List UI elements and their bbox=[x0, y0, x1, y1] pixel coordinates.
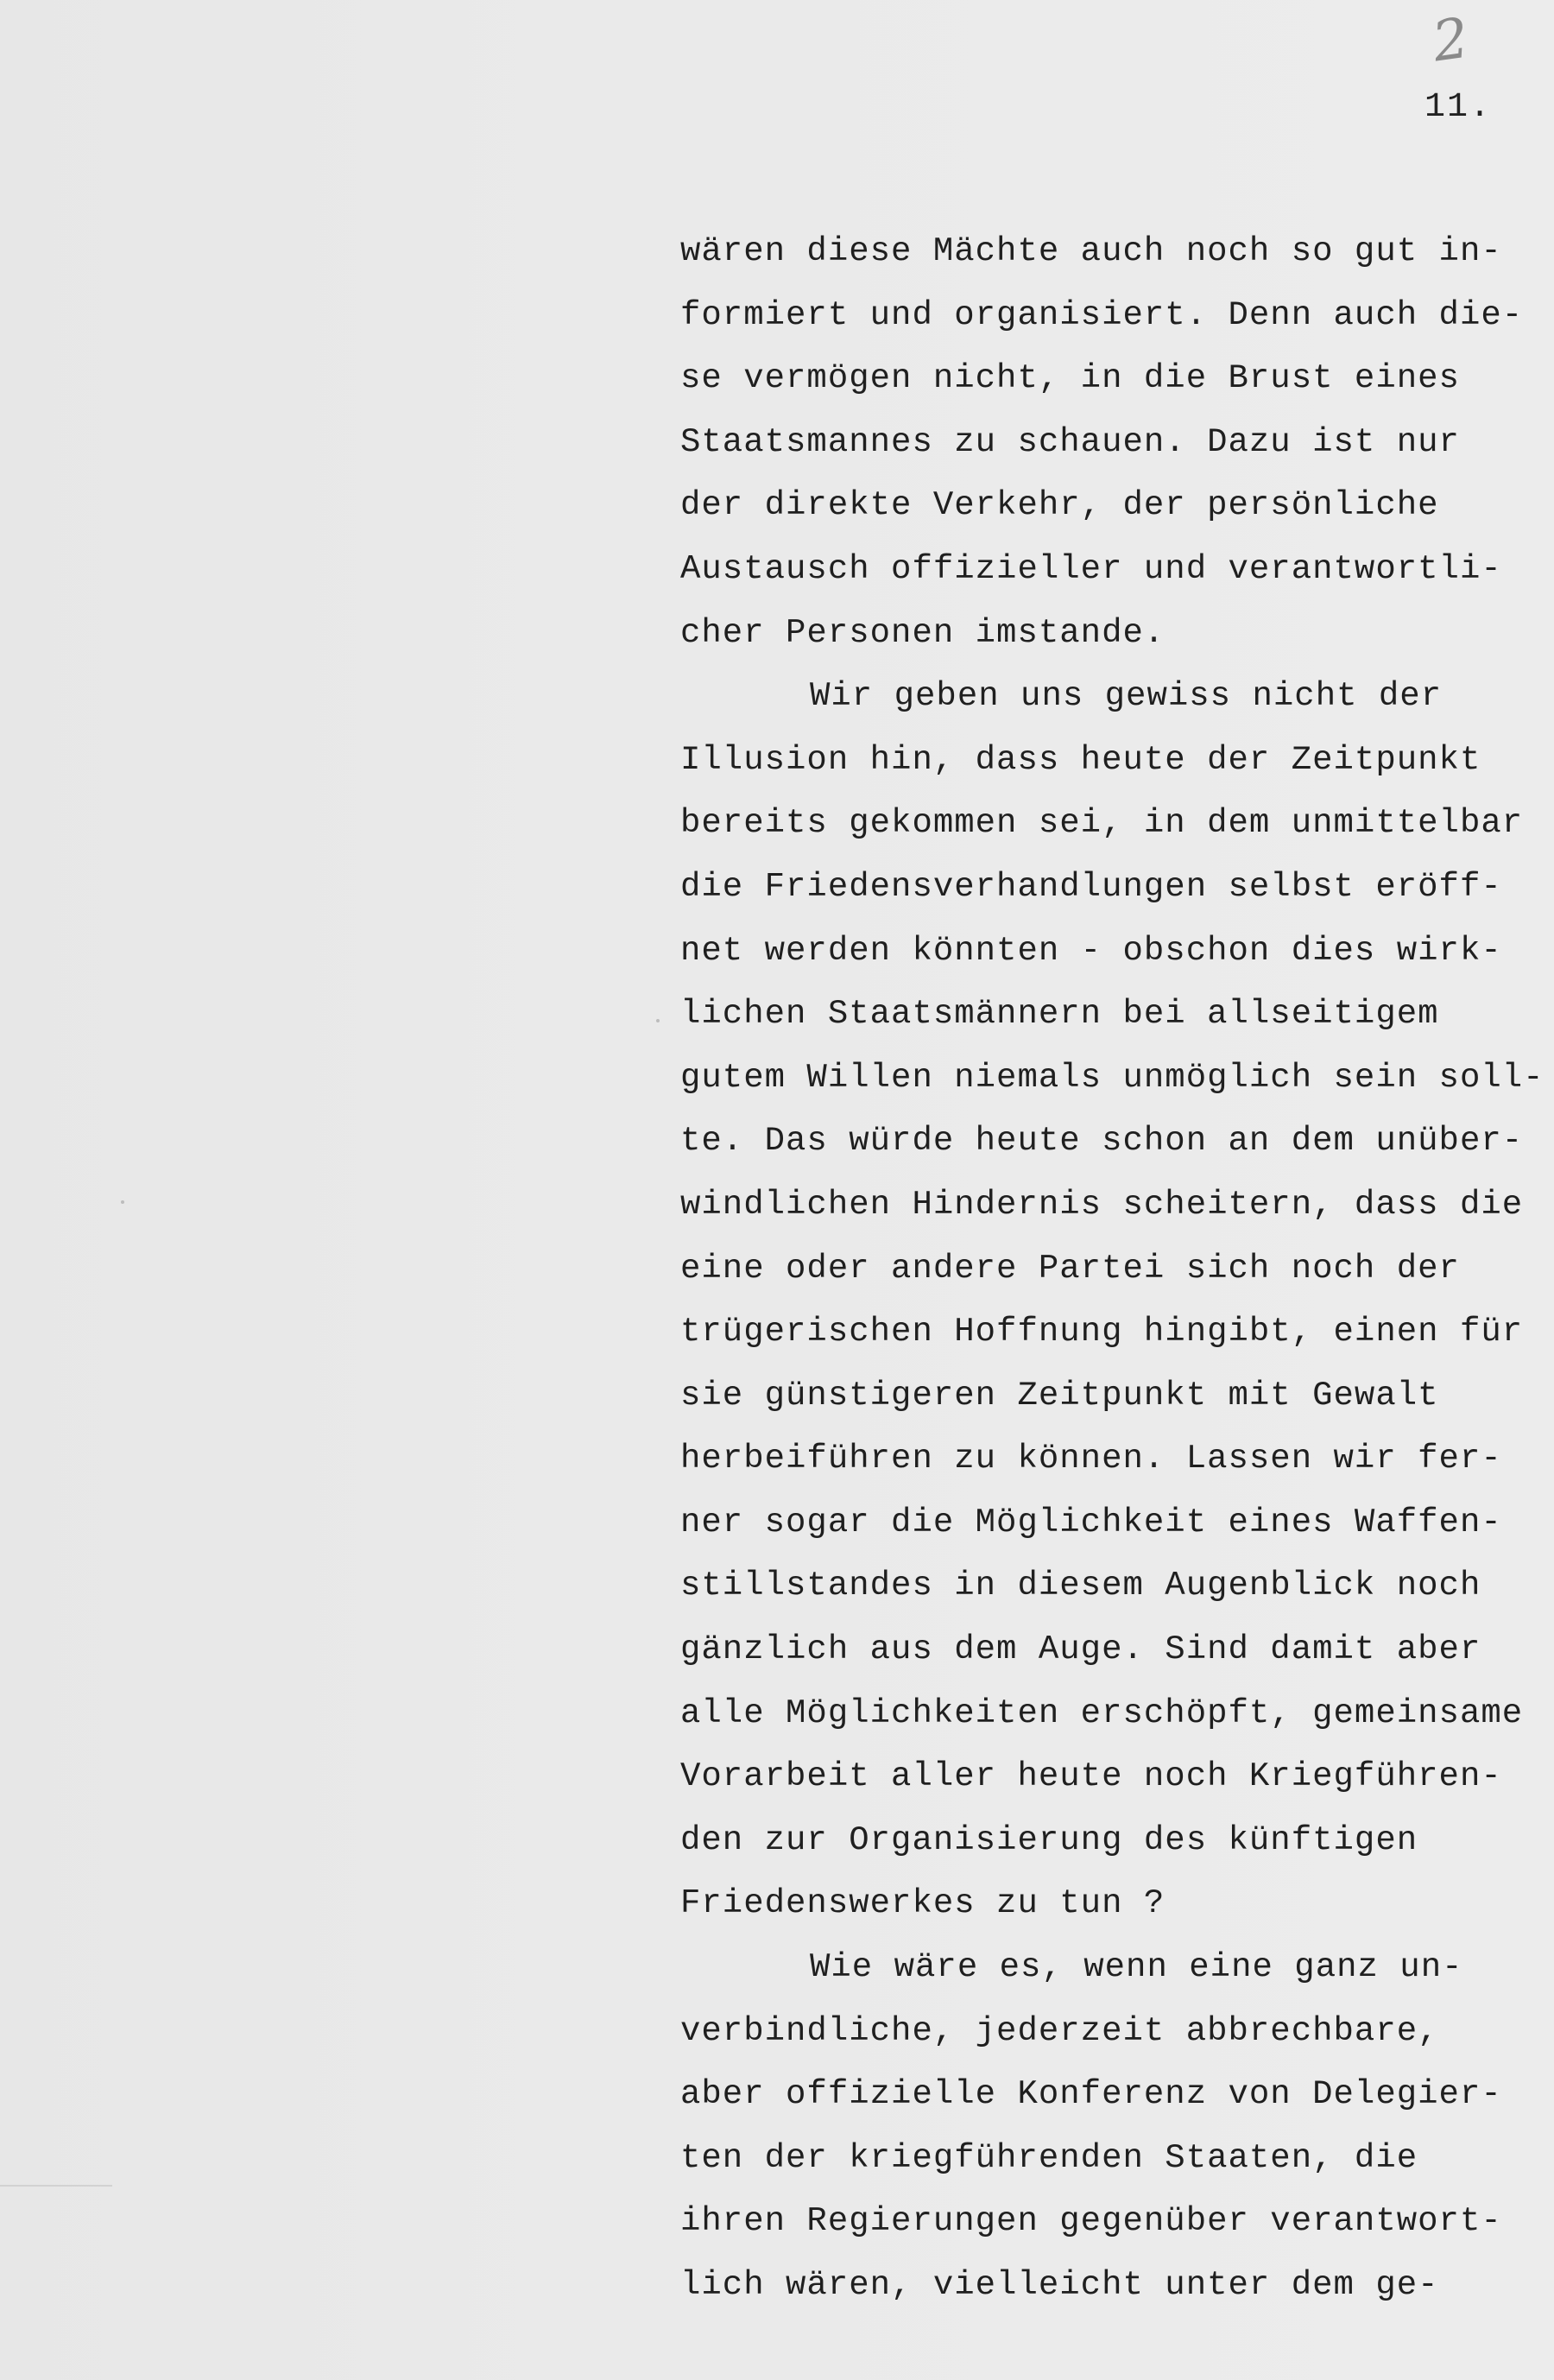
text-line: der direkte Verkehr, der persönliche bbox=[680, 486, 1439, 525]
text-line: alle Möglichkeiten erschöpft, gemeinsame bbox=[680, 1693, 1524, 1732]
text-line: Wie wäre es, wenn eine ganz un- bbox=[810, 1948, 1463, 1987]
text-line: Illusion hin, dass heute der Zeitpunkt bbox=[680, 740, 1481, 779]
text-line: bereits gekommen sei, in dem unmittelbar bbox=[680, 804, 1524, 843]
text-line: Austausch offizieller und verantwortli- bbox=[680, 549, 1502, 588]
text-line: Staatsmannes zu schauen. Dazu ist nur bbox=[680, 422, 1460, 461]
text-line: ten der kriegführenden Staaten, die bbox=[680, 2138, 1418, 2177]
text-line: windlichen Hindernis scheitern, dass die bbox=[680, 1185, 1524, 1224]
scan-artifact bbox=[121, 1200, 124, 1204]
text-line: gutem Willen niemals unmöglich sein soll- bbox=[680, 1058, 1545, 1097]
text-line: Vorarbeit aller heute noch Kriegführen- bbox=[680, 1757, 1502, 1796]
text-line: stillstandes in diesem Augenblick noch bbox=[680, 1567, 1481, 1605]
text-line: te. Das würde heute schon an dem unüber- bbox=[680, 1122, 1524, 1161]
text-line: wären diese Mächte auch noch so gut in- bbox=[680, 232, 1502, 270]
text-line: lich wären, vielleicht unter dem ge- bbox=[680, 2266, 1439, 2304]
text-line: trügerischen Hoffnung hingibt, einen für bbox=[680, 1313, 1524, 1351]
text-line: formiert und organisiert. Denn auch die- bbox=[680, 295, 1524, 334]
text-line: lichen Staatsmännern bei allseitigem bbox=[680, 995, 1439, 1034]
scan-artifact bbox=[656, 1019, 660, 1022]
text-line: sie günstigeren Zeitpunkt mit Gewalt bbox=[680, 1376, 1439, 1415]
text-line: net werden könnten - obschon dies wirk- bbox=[680, 931, 1502, 970]
typewritten-text-block bbox=[680, 220, 1544, 2318]
text-line: aber offizielle Konferenz von Delegier- bbox=[680, 2075, 1502, 2114]
text-line: eine oder andere Partei sich noch der bbox=[680, 1249, 1460, 1288]
text-line: gänzlich aus dem Auge. Sind damit aber bbox=[680, 1630, 1481, 1669]
text-line: cher Personen imstande. bbox=[680, 613, 1166, 652]
text-line: ner sogar die Möglichkeit eines Waffen- bbox=[680, 1503, 1502, 1541]
text-line: herbeiführen zu können. Lassen wir fer- bbox=[680, 1440, 1502, 1478]
scan-edge-line bbox=[0, 2185, 112, 2187]
text-line: Friedenswerkes zu tun ? bbox=[680, 1884, 1166, 1923]
text-line: Wir geben uns gewiss nicht der bbox=[810, 677, 1443, 716]
page-number: 11. bbox=[1424, 88, 1493, 127]
text-line: ihren Regierungen gegenüber verantwort- bbox=[680, 2202, 1502, 2241]
text-line: verbindliche, jederzeit abbrechbare, bbox=[680, 2011, 1439, 2050]
text-line: se vermögen nicht, in die Brust eines bbox=[680, 359, 1460, 398]
text-line: die Friedensverhandlungen selbst eröff- bbox=[680, 867, 1502, 906]
handwritten-page-mark: 2 bbox=[1429, 6, 1473, 75]
text-line: den zur Organisierung des künftigen bbox=[680, 1820, 1418, 1859]
